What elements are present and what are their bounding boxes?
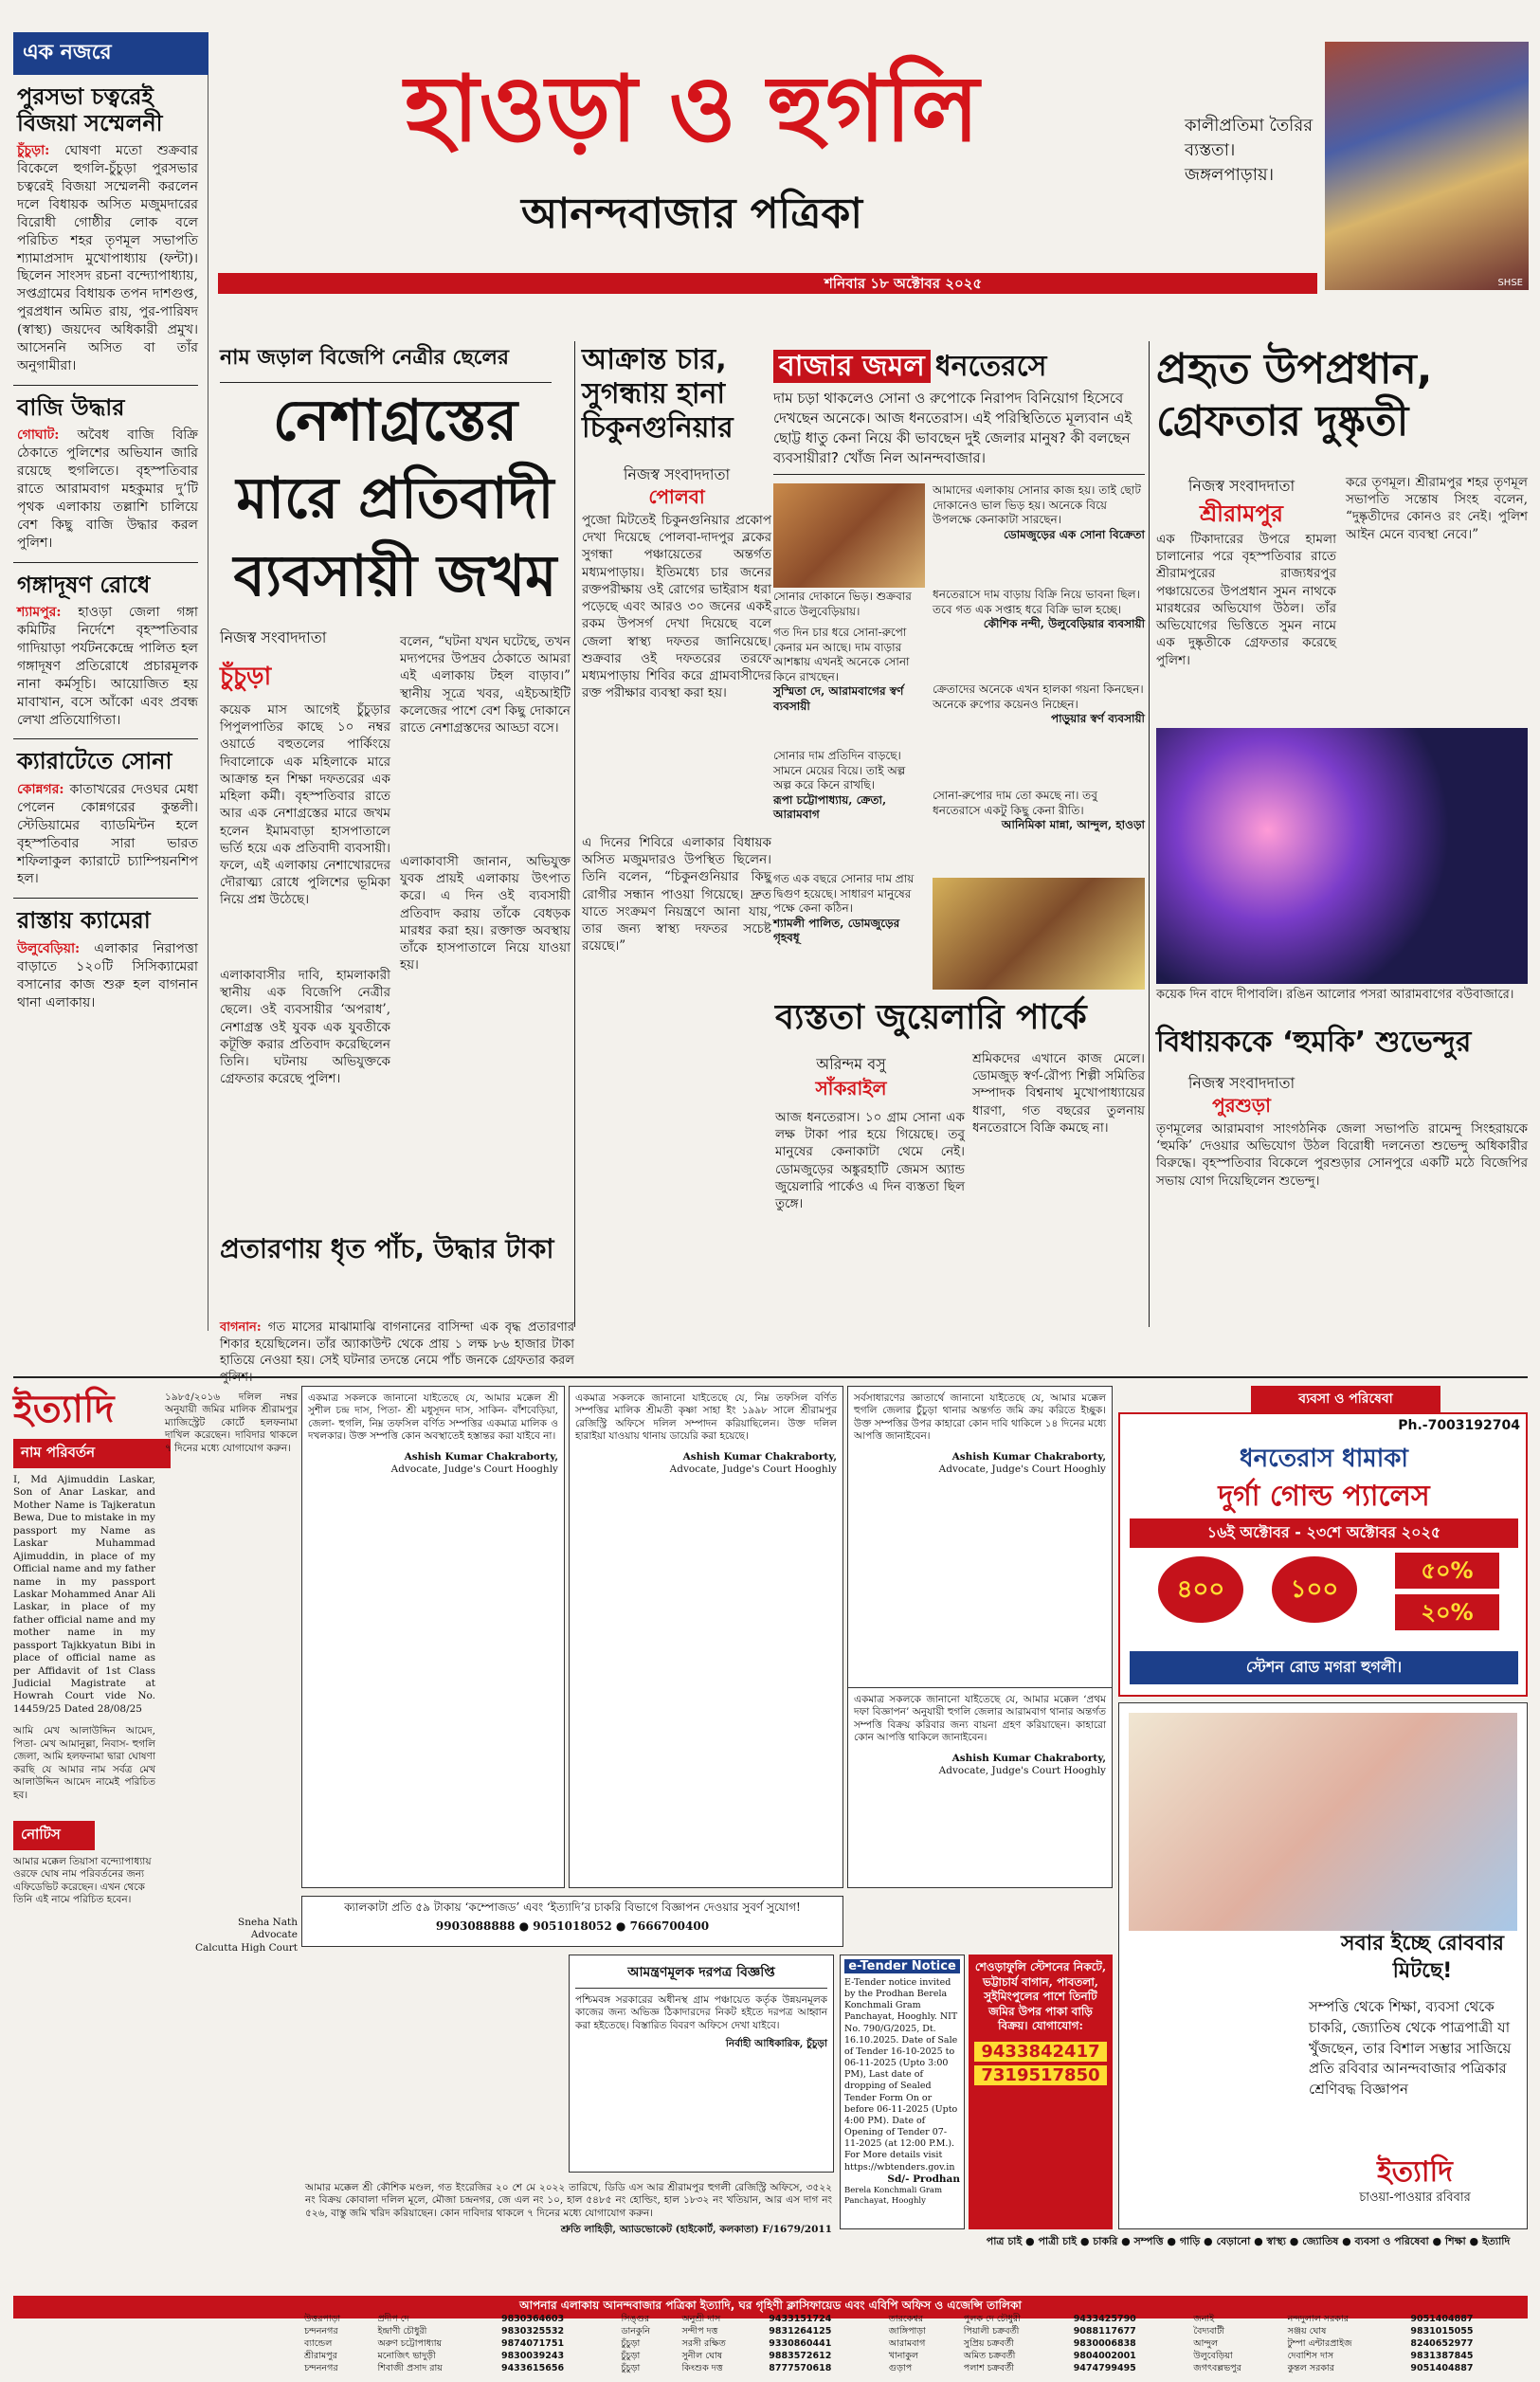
advocate-court: Advocate, Judge's Court Hooghly: [390, 1464, 558, 1476]
jeweller-dates: ১৬ই অক্টোবর - ২৩শে অক্টোবর ২০২৫: [1130, 1518, 1518, 1548]
classifieds-promo: [301, 1896, 843, 1947]
agent-cell: জগৎবল্লভপুর: [1193, 2363, 1241, 2373]
agent-cell: কিংশুক দত্ত: [681, 2363, 723, 2373]
notice-label: নোটিস: [13, 1821, 95, 1850]
affidavit-notice: আমি মেখ আলাউদ্দিন আমেদ, পিতা- মেখ আমানুল্লা, নিবাস- হুগলি জেলা, আমি হলফনামা দ্বারা ঘোষণা করছি যে আমার নাম সর্বত্র মেখ আলাউদ্দিন আমেদ নামেই পরিচিত হব।: [13, 1725, 155, 1801]
sidebar-headline-4: ক্যারাটেতে সোনা: [17, 748, 172, 775]
story5-byline: অরিন্দম বসু: [816, 1055, 886, 1073]
agent-cell: 9883572612: [769, 2351, 832, 2361]
quote-text: গত দিন চার ধরে সোনা-রুপো কেনার মন আছে। দাম বাড়ার আশঙ্কায় এখনই অনেকে সোনা কিনে রাখছেন।: [773, 626, 910, 683]
agent-cell: 9474799495: [1073, 2363, 1136, 2373]
agent-cell: গুড়াপ: [888, 2363, 913, 2373]
jewellery-photo: [933, 878, 1145, 990]
sidebar-place-1: চুঁচুড়া:: [17, 143, 50, 159]
legal-notice-text: একমাত্র সকলকে জানানো যাইতেছে যে, আমার মক্কেল শ্রী সুশীল চন্দ্র দাস, পিতা- শ্রী মধুসূদন দাস, সাকিন- বাঁশবেড়িয়া, জেলা- হুগলি, নিম্ন তফসিল বর্ণিত সম্পত্তির একমাত্র মালিক ও দখলকার। উক্ত সম্পত্তি কোন অবস্থাতেই হস্তান্তর করা যাইবে না।: [308, 1392, 558, 1443]
story5-place: সাঁকরাইল: [815, 1077, 887, 1100]
divider: [13, 562, 198, 563]
agent-cell: 9830039243: [500, 2351, 565, 2361]
offer-badge-3: ৫০%: [1395, 1553, 1499, 1589]
story3-headline-rest: ধনতেরসে: [934, 350, 1047, 383]
agent-cell: সন্দীপ দত্ত: [681, 2326, 718, 2337]
promo-text: ক্যালকাটা প্রতি ৫৯ টাকায় ‘কম্পোজড’ এবং ‘ইত্যাদি’র চাকরি বিভাগে বিজ্ঞাপন দেওয়ার সুবর্ণ সুযোগ!: [344, 1900, 801, 1914]
agent-cell: সরসী রক্ষিত: [681, 2338, 726, 2349]
quote-author: আনিমিকা মান্না, আন্দুল, হাওড়া: [1001, 818, 1145, 832]
story3-intro: দাম চড়া থাকলেও সোনা ও রুপোকে নিরাপদ বিনিয়োগ হিসেবে দেখছেন অনেকে। আজ ধনতেরাস। এই পরিস্থিতিতে মূল্যবান এই ছোট্ট ধাতু কেনা নিয়ে কী ভাবছেন দুই জেলার মানুষ? কী বলছেন ব্যবসায়ীরা? খোঁজ নিল আনন্দবাজার।: [773, 389, 1145, 475]
agent-cell: নন্দদুলাল সরকার: [1287, 2314, 1349, 2324]
agent-row: [301, 2325, 1528, 2337]
jeweller-address: স্টেশন রোড মগরা হুগলী।: [1130, 1651, 1518, 1684]
story3-quote-7: [773, 872, 925, 946]
property-text: শেওড়াফুলি স্টেশনের নিকটে, ভট্টাচার্য বাগান, পাবতলা, সুইমিংপুলের পাশে তিনটি জমির উপর পাকা বাড়ি বিক্রয়। যোগাযোগ:: [974, 1960, 1107, 2033]
story6-headline: প্রতারণায় ধৃত পাঁচ, উদ্ধার টাকা: [220, 1233, 554, 1264]
agent-cell: দেবাশিস দাস: [1287, 2351, 1334, 2361]
story2-body: পুজো মিটতেই চিকুনগুনিয়ার প্রকোপ দেখা দিয়েছে পোলবা-দাদপুর ব্লকের সুগন্ধা পঞ্চায়েতের অন্তর্গত মধ্যমপাড়ায়। ইতিমধ্যে চার জনের রক্তপরীক্ষায় ওই রোগের ভাইরাস ধরা পড়েছে এবং আরও ৩০ জনের একই রকম উপসর্গ দেখা দিয়েছে বলে জেলা স্বাস্থ্য দফতর জানিয়েছে। শুক্রবার ওই দফতরের তরফে মধ্যমপাড়ায় শিবির করে গ্রামবাসীদের রক্ত পরীক্ষার ব্যবস্থা করা হয়।: [582, 513, 771, 701]
story2-headline: আক্রান্ত চার, সুগন্ধায় হানা চিকুনগুনিয়ার: [582, 343, 734, 445]
agent-cell: চুঁচুড়া: [621, 2363, 641, 2373]
agent-cell: ডানকুনি: [621, 2326, 650, 2337]
quote-text: সোনা-রুপোর দাম তো কমছে না। তবু ধনতেরাসে একটু কিছু কেনা রীতি।: [933, 789, 1097, 817]
agent-cell: 9433425790: [1073, 2314, 1136, 2324]
property-phone-1: 9433842417: [974, 2042, 1107, 2062]
agent-cell: সিঙ্গুর: [621, 2314, 650, 2324]
kali-idol-photo: [1325, 42, 1529, 290]
story4-body-2: করে তৃণমূল। শ্রীরামপুর শহর তৃণমূল সভাপতি সন্তোষ সিংহ বলেন, “দুষ্কৃতীদের কোনও রং নেই। পুলিশ আইন মেনে ব্যবস্থা নেবে।”: [1346, 475, 1528, 542]
classifieds-brand: ইত্যাদি: [13, 1388, 115, 1431]
issue-date: শনিবার ১৮ অক্টোবর ২০২৫: [824, 275, 983, 292]
lead-headline-2: মারে প্রতিবাদী: [236, 465, 554, 532]
story7-byline: নিজস্ব সংবাদদাতা: [1187, 1074, 1295, 1092]
agent-cell: 9830006838: [1073, 2338, 1136, 2349]
agent-cell: চুঁচুড়া: [621, 2351, 641, 2361]
agents-title: আপনার এলাকায় আনন্দবাজার পত্রিকা ইত্যাদি, ঘর গৃহিণী ক্লাসিফায়েড এবং এবিপি অফিস ও এজেন্সি তালিকা: [13, 2296, 1528, 2318]
story3-quote-1: [933, 483, 1145, 542]
ads-section-label: ব্যবসা ও পরিষেবা: [1251, 1386, 1440, 1412]
diwali-lights-photo: [1156, 728, 1528, 984]
story7-headline: বিধায়ককে ‘হুমকি’ শুভেন্দুর: [1156, 1026, 1472, 1059]
agent-row: [301, 2362, 1528, 2374]
agent-cell: বৈদ্যবাটী: [1193, 2326, 1225, 2337]
sidebar-title: এক নজরে: [13, 32, 208, 75]
sidebar: [13, 32, 208, 1331]
date-strip: [218, 273, 1317, 294]
lead-body-2: এলাকাবাসীর দাবি, হামলাকারী স্থানীয় এক বিজেপি নেত্রীর ছেলে। ওই ব্যবসায়ীর ‘অপরাধ’, নেশাগ্রস্ত ওই যুবক এক যুবতীকে কটূক্তি করার প্রতিবাদ করেছিলেন তিনি। ঘটনায় অভিযুক্তকে গ্রেফতার করেছে পুলিশ।: [220, 968, 390, 1087]
advocate-name: Ashish Kumar Chakraborty,: [951, 1450, 1106, 1463]
advocate-name: Ashish Kumar Chakraborty,: [682, 1450, 837, 1463]
sidebar-headline-2: বাজি উদ্ধার: [17, 393, 125, 421]
advocate-court: Advocate, Judge's Court Hooghly: [938, 1464, 1106, 1476]
story5-body: আজ ধনতেরাস। ১০ গ্রাম সোনা এক লক্ষ টাকা পার হয়ে গিয়েছে। তবু মানুষের কেনাকাটা থেমে নেই। ডোমজুড়ের অঙ্কুরহাটি জেমস অ্যান্ড জুয়েলারি পার্কেও এ দিন ব্যস্ততা ছিল তুঙ্গে।: [775, 1110, 965, 1212]
sidebar-headline-3: গঙ্গাদূষণ রোধে: [17, 571, 151, 598]
agent-cell: মনোজিৎ ভাদুড়ী: [377, 2351, 436, 2361]
story6-body-text: গত মাসের মাঝামাঝি বাগনানের বাসিন্দা এক বৃদ্ধ প্রতারণার শিকার হয়েছিলেন। তাঁর অ্যাকাউন্ট থেকে প্রায় ১ লক্ষ ৮৬ হাজার টাকা হাতিয়ে নেওয়া হয়। সেই ঘটনার তদন্তে নেমে পাঁচ জনকে গ্রেফতার করল: [220, 1320, 574, 1369]
advocate-court: Advocate, Judge's Court Hooghly: [669, 1464, 837, 1476]
agent-cell: চন্দননগর: [304, 2363, 338, 2373]
agent-cell: 9830325532: [500, 2326, 565, 2337]
agent-cell: 9831387845: [1410, 2351, 1474, 2361]
column-rule: [574, 341, 575, 1327]
agent-cell: 9433151724: [769, 2314, 832, 2324]
masthead-photo-caption: কালীপ্রতিমা তৈরির ব্যস্ততা। জঙ্গলপাড়ায়।: [1185, 116, 1314, 186]
jeweller-phone: Ph.-7003192704: [1398, 1418, 1520, 1433]
agent-cell: সুনীল ঘোষ: [681, 2351, 722, 2361]
agent-cell: ব্যান্ডেল: [304, 2338, 333, 2349]
classifieds-top-rule: [13, 1376, 1528, 1378]
jeweller-ad: [1118, 1412, 1528, 1697]
sidebar-story-1: [17, 142, 198, 375]
quote-text: গত এক বছরে সোনার দাম প্রায় দ্বিগুণ হয়েছে। সাধারণ মানুষের পক্ষে কেনা কঠিন।: [773, 872, 915, 916]
column-rule: [1149, 341, 1150, 1327]
agent-cell: আন্দুল: [1193, 2338, 1219, 2349]
offer-badge-4: ২০%: [1395, 1594, 1499, 1630]
agent-cell: পলাশ চক্রবর্তী: [963, 2363, 1014, 2373]
offer-badge-2: ১০০: [1272, 1556, 1357, 1623]
story5-headline: ব্যস্ততা জুয়েলারি পার্কে: [775, 998, 1087, 1037]
advocate2-role: Advocate: [250, 1929, 298, 1941]
agent-cell: 9051404887: [1410, 2314, 1474, 2324]
story4-photo-caption: কয়েক দিন বাদে দীপাবলি। রঙিন আলোর পসরা আরামবাগের বউবাজারে।: [1156, 988, 1514, 1002]
agent-cell: উলুবেড়িয়া: [1193, 2351, 1233, 2361]
quote-author: কৌশিক নন্দী, উলুবেড়িয়ার ব্যবসায়ী: [983, 617, 1145, 631]
lead-kicker: নাম জড়াল বিজেপি নেত্রীর ছেলের: [220, 341, 552, 383]
sidebar-story-2: [17, 427, 198, 552]
agent-cell: অমিত চক্রবর্তী: [963, 2351, 1016, 2361]
offer-badge-1: ৪০০: [1158, 1556, 1243, 1623]
agent-cell: টুম্পা এন্টারপ্রাইজ: [1287, 2338, 1352, 2349]
deed-notice: ১৯৮৫/২০১৬ দলিল নম্বর অনুযায়ী জমির মালিক শ্রীরামপুর ম্যাজিস্ট্রেট কোর্টে হলফনামা দাখিল করেছেন। দাবিদার থাকলে ৭ দিনের মধ্যে যোগাযোগ করুন।: [165, 1391, 298, 1454]
sidebar-place-2: গোঘাট:: [17, 427, 60, 444]
agent-cell: 9804002001: [1073, 2351, 1136, 2361]
agent-cell: জাঙ্গিপাড়া: [888, 2326, 926, 2337]
classified-promo-head: সবার ইচ্ছে রোববার মিটছে!: [1340, 1932, 1505, 1983]
legal-notice-col-6: [847, 1687, 1113, 1888]
agent-cell: 9830364603: [500, 2314, 565, 2324]
agent-cell: 9874071751: [500, 2338, 565, 2349]
agent-cell: সুপ্রিয় চক্রবর্তী: [963, 2338, 1014, 2349]
advocate2-court: Calcutta High Court: [194, 1941, 298, 1954]
sidebar-place-5: উলুবেড়িয়া:: [17, 940, 81, 956]
agent-cell: 8240652977: [1410, 2338, 1474, 2349]
agent-cell: 9831015055: [1410, 2326, 1474, 2337]
etender-text: E-Tender notice invited by the Prodhan Berela Konchmali Gram Panchayat, Hooghly. NIT No. 790/G/2025, Dt. 16.10.2025. Date of Sale of Tender 16-10-2025 to 06-11-2025 (Upto 3:00 PM), Last date of dropping of Sealed Tender Form On or before 06-11-2025 (Upto 4:00 PM). Date of Opening of Tender 07-11-2025 (at 12:00 P.M.). For More details visit https://wbtenders.gov.in: [844, 1977, 958, 2173]
story3-quote-4: [933, 682, 1145, 727]
bottom-notice: [301, 2178, 836, 2292]
agent-cell: আরামবাগ: [888, 2338, 926, 2349]
sidebar-story-5: [17, 940, 198, 1012]
lead-headline-1: নেশাগ্রস্তের: [272, 388, 518, 454]
advocate2-name: Sneha Nath: [238, 1917, 298, 1928]
story3-quote-5: [773, 749, 925, 823]
advocate-court: Advocate, Judge's Court Hooghly: [938, 1765, 1106, 1777]
tender-sign: নির্বাহী আধিকারিক, চুঁচুড়া: [725, 2038, 827, 2050]
classified-promo-brand: ইত্যাদি: [1377, 2155, 1453, 2189]
story3-quote-3: [933, 588, 1145, 632]
jeweller-offer: ধনতেরাস ধামাকা: [1240, 1445, 1408, 1473]
sidebar-place-4: কোন্নগর:: [17, 782, 64, 798]
agent-cell: 9088117677: [1073, 2326, 1136, 2337]
notice-left: আমার মক্কেল তিয়াসা বন্দ্যোপাধ্যায় ওরফে ঘোষ নাম পরিবর্তনের জন্য এফিডেভিট করেছেন। এখন থেকে তিনি এই নামে পরিচিত হবেন।: [13, 1855, 152, 1906]
sidebar-place-3: শ্যামপুর:: [17, 605, 62, 621]
quote-text: সোনার দাম প্রতিদিন বাড়ছে। সামনে মেয়ের বিয়ে। তাই অল্প অল্প করে কিনে রাখছি।: [773, 749, 906, 792]
etender-org: Berela Konchmali Gram Panchayat, Hooghly: [844, 2186, 943, 2206]
bottom-notice-text: আমার মক্কেল শ্রী কৌশিক মণ্ডল, গত ইংরেজির ২০ শে মে ২০২২ তারিখে, ডিডি এস আর শ্রীরামপুর হুগলী রেজিস্ট্রি অফিসে, ৩৫২২ নং বিক্রয় কোবালা দলিল মূলে, মৌজা চন্দ্রনগর, জে এল নং ১০, হাল ৫৪৮৫ নং হোল্ডিং, হাল ১৮৩২ নং খতিয়ান, আর এস দাগ নং ৫২৬, বাস্তু জমি খরিদ করিয়াছেন। কোন দাবিদার থাকলে ৭ দিনের মধ্যে যোগাযোগ করুন।: [305, 2182, 832, 2219]
advocate-name: Ashish Kumar Chakraborty,: [404, 1450, 558, 1463]
story4-body: এক টিকাদারের উপরে হামলা চালানোর পরে বৃহস্পতিবার রাতে শ্রীরামপুরের রাজ্যধরপুর পঞ্চায়েতের উপপ্রধান সুমন নাথকে মারধরের অভিযোগ উঠল। তাঁর অভিযোগের ভিত্তিতে সুমন নামে এক দুষ্কৃতীকে গ্রেফতার করেছে পুলিশ।: [1156, 532, 1336, 668]
footer-strip: পাত্র চাই ● পাত্রী চাই ● চাকরি ● সম্পত্তি ● গাড়ি ● বেড়ানো ● স্বাস্থ্য ● জ্যোতিষ ● ব্যবসা ও পরিষেবা ● শিক্ষা ● ইত্যাদি: [986, 2235, 1511, 2247]
promo-phones: 9903088888 ● 9051018052 ● 7666700400: [435, 1918, 710, 1933]
masthead-brand: আনন্দবাজার পত্রিকা: [520, 190, 863, 238]
sidebar-headline-1: পুরসভা চত্বরেই বিজয়া সম্মেলনী: [17, 83, 163, 136]
agent-cell: শ্রীরামপুর: [304, 2351, 337, 2361]
agents-table-grid: [301, 2313, 1528, 2374]
story5-body-2: শ্রমিকদের এখানে কাজ মেলে। ডোমজুড় স্বর্ণ-রৌপ্য শিল্পী সমিতির সম্পাদক বিশ্বনাথ মুখোপাধ্যায়ের ধারণা, গত বছরের তুলনায় ধনতেরাসে বিক্রি কমছে না।: [972, 1051, 1145, 1136]
lead-body-1: কয়েক মাস আগেই চুঁচুড়ার পিপুলপাতির কাছে ১০ নম্বর ওয়ার্ডে বহুতলের পার্কিংয়ে দিবালোকে এক মহিলাকে মারে আক্রান্ত হন শিক্ষা দফতরের এক মহিলা কর্মী। বৃহস্পতিবার রাতে আর এক নেশাগ্রস্তের মারে জখম হলেন ইমামবাড়া হাসপাতালে ভর্তি হয়ে এক প্রতিবাদী ব্যবসায়ী। ফলে, এই এলাকায় নেশাখোরদের দৌরাত্ম্য রোধে পুলিশের ভূমিকা নিয়ে প্রশ্ন উঠেছে।: [220, 702, 390, 908]
promo-illustration: [1129, 1713, 1517, 1931]
story4-place: শ্রীরামপুর: [1200, 500, 1283, 527]
lead-headline-3: ব্যবসায়ী জখম: [233, 543, 557, 609]
sidebar-body-1: ঘোষণা মতো শুক্রবার বিকেলে হুগলি-চুঁচুড়া পুরসভার চত্বরেই বিজয়া সম্মেলনী করলেন দলে বিধায়ক অসিত মজুমদারের বিরোধী গোষ্ঠীর লোক বলে পরিচিত শহর তৃণমূল সভাপতি শ্যামাপ্রসাদ মুখোপাধ্যায় (ফন্টা)। ছিলেন সাংসদ রচনা বন্দ্যোপাধ্যায়, সপ্তগ্রামের বিধায়ক তপন দাশগুপ্ত, পুরপ্রধান অমিত রায়, পুর-পারিষদ (স্বাস্থ্য) জয়দেব অধিকারী প্রমুখ। আসেননি অসিত বা তাঁর অনুগামীরা।: [17, 143, 199, 373]
sidebar-story-4: [17, 781, 198, 888]
agent-cell: পিয়ালী চক্রবর্তী: [963, 2326, 1020, 2337]
story4-headline: প্রহৃত উপপ্রধান, গ্রেফতার দুষ্কৃতী: [1156, 345, 1433, 445]
property-phone-2: 7319517850: [974, 2065, 1107, 2085]
tender-heading: আমন্ত্রণমূলক দরপত্র বিজ্ঞপ্তি: [575, 1961, 827, 1989]
agent-cell: খানাকুল: [888, 2351, 918, 2361]
quote-author: পাড়ুয়ার স্বর্ণ ব্যবসায়ী: [1050, 712, 1145, 726]
sidebar-body-4: কাতাখরের দেওঘর মেধা পেলেন কোন্নগরের কুন্তলী। স্টেডিয়ামের ব্যাডমিন্টন হলে বৃহস্পতিবার সারা ভারত শফিলাকুল ক্যারাটে চ্যাম্পিয়নশিপ হল।: [17, 782, 199, 887]
agent-cell: অরুণ চট্টোপাধ্যায়: [377, 2338, 443, 2349]
story3-headline: [773, 343, 1145, 385]
advocate2-block: [165, 1917, 298, 1955]
quote-text: ক্রেতাদের অনেকে এখন হালকা গয়না কিনছেন। অনেকে রুপোর কয়েনও নিচ্ছেন।: [933, 682, 1144, 711]
photo-credit: SHSE: [1497, 278, 1523, 288]
agent-row: [301, 2313, 1528, 2325]
sidebar-body-2: অবৈধ বাজি বিক্রি ঠেকাতে পুলিশের অভিযান জারি রয়েছে হুগলিতে। বৃহস্পতিবার রাতে আরামবাগ মহকুমার দু’টি পৃথক এলাকায় তল্লাশি চালিয়ে বেশ কিছু বাজি উদ্ধার করল পুলিশ।: [17, 427, 198, 551]
sidebar-headline-5: রাস্তায় ক্যামেরা: [17, 907, 151, 935]
agent-cell: 9330860441: [769, 2338, 832, 2349]
agent-cell: প্রদীপ দে: [377, 2314, 409, 2324]
lead-body-4: এলাকাবাসী জানান, অভিযুক্ত যুবক প্রায়ই এলাকায় উৎপাত করে। এ দিন ওই ব্যবসায়ী প্রতিবাদ করায় তাঁকে বেধড়ক মারধর করা হয়। রক্তাক্ত অবস্থায় তাঁকে হাসপাতালে নিয়ে যাওয়া হয়।: [400, 854, 571, 973]
name-change-notice: I, Md Ajimuddin Laskar, Son of Anar Laskar, and Mother Name is Tajkeratun Bewa, Due to mistake in my passport my Name as Laskar Muhammad Ajimuddin, in place of my Official name and my father name in my passport Laskar Mohammed Anar Ali Laskar, in place of my father official name and my mother name in my passport Tajkkyatun Bibi in place of official name as per Affidavit of 1st Class Judicial Magistrate at Howrah Court vide No. 14459/25 Dated 28/08/25: [13, 1474, 155, 1715]
lead-place: চুঁচুড়া: [220, 663, 272, 691]
story3-quote-6: [933, 789, 1145, 833]
sidebar-story-3: [17, 604, 198, 729]
agent-cell: চুঁচুড়া: [621, 2338, 641, 2349]
agent-cell: 9831264125: [769, 2326, 832, 2337]
legal-notice-text: সর্বসাধারণের জ্ঞাতার্থে জানানো যাইতেছে যে, আমার মক্কেল হুগলি জেলার চুঁচুড়া থানার অন্তর্গত জমি ক্রয় করিতে ইচ্ছুক। উক্ত সম্পত্তির উপর কাহারো কোন দাবি থাকিলে ১৪ দিনের মধ্যে আপত্তি জানাইবেন।: [854, 1392, 1106, 1443]
divider: [13, 385, 198, 386]
agent-cell: 9433615656: [500, 2363, 565, 2373]
agent-cell: ইন্দ্রাণী চৌধুরী: [377, 2326, 427, 2337]
agent-cell: জনাই: [1193, 2314, 1215, 2324]
story7-body: তৃণমূলের আরামবাগ সাংগঠনিক জেলা সভাপতি রামেন্দু সিংহরায়কে ‘হুমকি’ দেওয়ার অভিযোগ উঠল বিরোধী দলনেতা শুভেন্দু অধিকারীর বিরুদ্ধে। বৃহস্পতিবার বিকেলে পুরশুড়ার সোনপুরে একটি মঠে বিজেপির সভায় যোগ দিয়েছিলেন শুভেন্দু।: [1156, 1121, 1528, 1189]
quote-author: সুস্মিতা দে, আরামবাগের স্বর্ণ ব্যবসায়ী: [773, 684, 904, 713]
lead-byline: নিজস্ব সংবাদদাতা: [220, 628, 327, 646]
masthead-title: হাওড়া ও হুগলি: [404, 56, 980, 162]
agent-cell: 8777570618: [769, 2363, 832, 2373]
story3-photo-caption: সোনার দোকানে ভিড়। শুক্রবার রাতে উলুবেড়িয়ায়।: [773, 590, 912, 618]
story3-kicker: বাজার জমল: [773, 350, 931, 383]
legal-notice-text: একমাত্র সকলকে জানানো যাইতেছে যে, আমার মক্কেল ‘প্রথম দফা বিজ্ঞাপন’ অনুযায়ী হুগলি জেলার আরামবাগ থানার অন্তর্গত সম্পত্তি বিক্রয় করিবার জন্য বায়না গ্রহণ করিয়াছেন। কাহারো কোন আপত্তি থাকিলে জানাইবেন।: [854, 1694, 1106, 1744]
story2-byline: নিজস্ব সংবাদদাতা: [623, 465, 731, 483]
story7-place: পুরশুড়া: [1212, 1094, 1271, 1117]
agent-cell: কুন্তল সরকার: [1287, 2363, 1334, 2373]
classified-promo-ad: [1118, 1702, 1528, 2229]
agent-cell: পুলক দে চৌধুরী: [963, 2314, 1021, 2324]
quote-author: শ্যামলী পালিত, ডোমজুড়ের গৃহবধূ: [773, 916, 900, 945]
legal-notice-text: একমাত্র সকলকে জানানো যাইতেছে যে, নিম্ন তফসিল বর্ণিত সম্পত্তির মালিক শ্রীমতী কৃষ্ণা সাহা ইং ১৯৯৮ সালে শ্রীরামপুর রেজিস্ট্রি অফিসে দলিল সম্পাদন করিয়াছিলেন। উক্ত দলিল হারাইয়া যাওয়ায় থানায় ডায়েরি করা হয়েছে।: [575, 1392, 837, 1443]
sidebar-body-3: হাওড়া জেলা গঙ্গা কমিটির নির্দেশে বৃহস্পতিবার গাদিয়াড়া পর্যটনকেন্দ্রে পালিত হল গঙ্গাদূষণ প্রতিরোধে প্রচারমূলক নানা কর্মসূচি। আয়োজিত হয় মাবাখান, বসে আঁকো এবং প্রবন্ধ লেখা প্রতিযোগিতা।: [17, 605, 198, 728]
classified-promo-sub: চাওয়া-পাওয়ার রবিবার: [1359, 2191, 1471, 2205]
quote-author: ডোমজুড়ের এক সোনা বিক্রেতা: [1004, 527, 1145, 541]
divider: [13, 898, 198, 899]
agent-cell: সঞ্জয় ঘোষ: [1287, 2326, 1327, 2337]
advocate-name: Ashish Kumar Chakraborty,: [951, 1752, 1106, 1764]
agent-cell: শিবাজী প্রসাদ রায়: [377, 2363, 443, 2373]
tender-text: পশ্চিমবঙ্গ সরকারের অধীনস্থ গ্রাম পঞ্চায়েত কর্তৃক উন্নয়নমূলক কাজের জন্য অভিজ্ঞ ঠিকাদারদের নিকট হইতে দরপত্র আহ্বান করা হইতেছে। বিস্তারিত বিবরণ অফিসে দেখা যাইবে।: [575, 1994, 827, 2031]
story3-photo: [773, 483, 925, 588]
lead-body-3: বলেন, “ঘটনা যখন ঘটেছে, তখন মদ্যপদের উপদ্রব ঠেকাতে আমরা এই এলাকায় টহল বাড়াব।” স্থানীয় সূত্রে খবর, এইচআইটি কলেজের পাশে বেশ কিছু দোকানে রাতে নেশাগ্রস্তদের আড্ডা বসে।: [400, 634, 571, 736]
story6-place: বাগনান:: [220, 1320, 262, 1335]
story4-byline: নিজস্ব সংবাদদাতা: [1187, 477, 1295, 495]
agent-cell: অনুশ্রী দাস: [681, 2314, 721, 2324]
sidebar-body-5: এলাকার নিরাপত্তা বাড়াতে ১২০টি সিসিক্যামেরা বসানোর কাজ শুরু হল বাগনান থানা এলাকায়।: [17, 940, 198, 1010]
classifieds-brand-col: [13, 1386, 298, 2343]
lead-byline-block: [220, 626, 390, 699]
legal-notice-col-3: [569, 1386, 843, 1888]
story2-place: পোলবা: [648, 485, 705, 508]
tender-notice: [569, 1955, 834, 2173]
etender-notice: [840, 1955, 965, 2229]
classified-promo-body: সম্পত্তি থেকে শিক্ষা, ব্যবসা থেকে চাকরি, জ্যোতিষ থেকে পাত্রপাত্রী যা খুঁজছেন, তার বিশাল সম্ভার সাজিয়ে প্রতি রবিবার আনন্দবাজার পত্রিকার শ্রেণিবদ্ধ বিজ্ঞাপন: [1309, 1998, 1512, 2098]
bottom-notice-signature: শ্রুতি লাহিড়ী, অ্যাডভোকেট (হাইকোর্ট, কলকাতা) F/1679/2011: [560, 2224, 832, 2236]
agent-cell: চন্দননগর: [304, 2326, 338, 2337]
property-ad: [969, 1955, 1113, 2229]
quote-text: ধনতেরাসে দাম বাড়ায় বিক্রি নিয়ে ভাবনা ছিল। তবে গত এক সপ্তাহ ধরে বিক্রি ভাল হচ্ছে।: [933, 588, 1140, 616]
story2-body-2: এ দিনের শিবিরে এলাকার বিধায়ক অসিত মজুমদারও উপস্থিত ছিলেন। তিনি বলেন, “চিকুনগুনিয়ার কিছু রোগীর সন্ধান পাওয়া গিয়েছে। দ্রুত যাতে সংক্রমণ নিয়ন্ত্রণে আনা যায়, তার জন্য স্বাস্থ্য দফতর সচেষ্ট রয়েছে।”: [582, 835, 771, 955]
name-change-label: নাম পরিবর্তন: [13, 1439, 171, 1468]
etender-title: e-Tender Notice: [844, 1959, 960, 1973]
quote-text: আমাদের এলাকায় সোনার কাজ হয়। তাই ছোট দোকানেও ভাল ভিড় হয়। অনেকে বিয়ে উপলক্ষে কেনাকাটা সারছেন।: [933, 483, 1141, 527]
agent-row: [301, 2337, 1528, 2350]
agents-table: [301, 2313, 1528, 2377]
etender-sign: Sd/- Prodhan: [887, 2173, 960, 2185]
story3-quote-2: [773, 626, 925, 715]
divider: [13, 738, 198, 739]
agent-cell: 9051404887: [1410, 2363, 1474, 2373]
legal-notice-col-2: [301, 1386, 565, 1888]
agent-cell: তারকেশ্বর: [888, 2314, 924, 2324]
agent-cell: উত্তরপাড়া: [304, 2314, 341, 2324]
jeweller-name: দুর্গা গোল্ড প্যালেস: [1218, 1480, 1430, 1513]
agent-row: [301, 2350, 1528, 2362]
quote-author: রূপা চট্টোপাধ্যায়, ক্রেতা, আরামবাগ: [773, 792, 887, 822]
